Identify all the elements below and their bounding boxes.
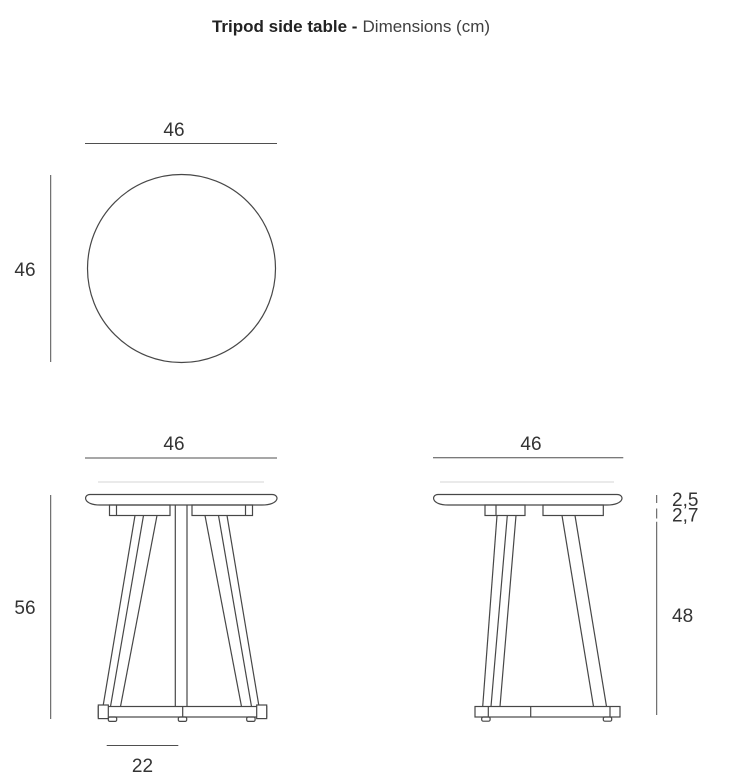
front-view-feet-span-dim-label: 22 xyxy=(131,756,154,777)
page-title-subtitle: Dimensions (cm) xyxy=(362,17,491,36)
side-view-right-apron xyxy=(543,505,603,516)
side-view-left-leg-mid-edge xyxy=(491,516,507,707)
side-view-left-foot xyxy=(482,717,490,721)
side-view-tabletop-outline xyxy=(434,495,622,506)
front-view-width-dim-label: 46 xyxy=(163,434,185,455)
top-view-depth-dim-label: 46 xyxy=(14,260,36,281)
side-view xyxy=(433,434,698,721)
top-view-width-dim-label: 46 xyxy=(163,120,185,141)
front-view-base-left-cap xyxy=(98,705,108,719)
side-view-top-thickness-dim-label: 2,5 xyxy=(672,490,699,511)
side-view-left-leg-inner-edge xyxy=(500,516,516,707)
side-view-apron-height-dim-label: 2,7 xyxy=(672,505,699,527)
side-view-right-foot xyxy=(603,717,611,721)
tabletop-circle-outline xyxy=(88,175,276,363)
side-view-base-bar xyxy=(475,707,620,718)
side-view-leg-height-dim-label: 48 xyxy=(672,606,694,627)
page-title-product: Tripod side table - xyxy=(211,17,358,36)
front-view-base-right-cap xyxy=(257,705,267,719)
front-view-right-foot xyxy=(247,717,255,721)
side-view-width-dim-label: 46 xyxy=(520,434,542,455)
front-view-left-apron xyxy=(110,505,171,516)
top-view xyxy=(14,120,277,363)
front-view-left-leg-outer-edge xyxy=(103,516,135,707)
front-view-right-apron xyxy=(192,505,253,516)
side-view-left-leg-outer-edge xyxy=(483,516,497,707)
front-view-left-foot xyxy=(108,717,116,721)
side-view-right-leg-outer-edge xyxy=(575,516,607,707)
front-view xyxy=(14,434,277,777)
side-view-right-leg-inner-edge xyxy=(562,516,594,707)
front-view-height-dim-label: 56 xyxy=(14,598,36,619)
side-view-left-apron xyxy=(485,505,525,516)
front-view-tabletop-outline xyxy=(86,495,277,506)
front-view-center-foot xyxy=(178,717,186,721)
front-view-right-leg-outer-edge xyxy=(227,516,259,707)
